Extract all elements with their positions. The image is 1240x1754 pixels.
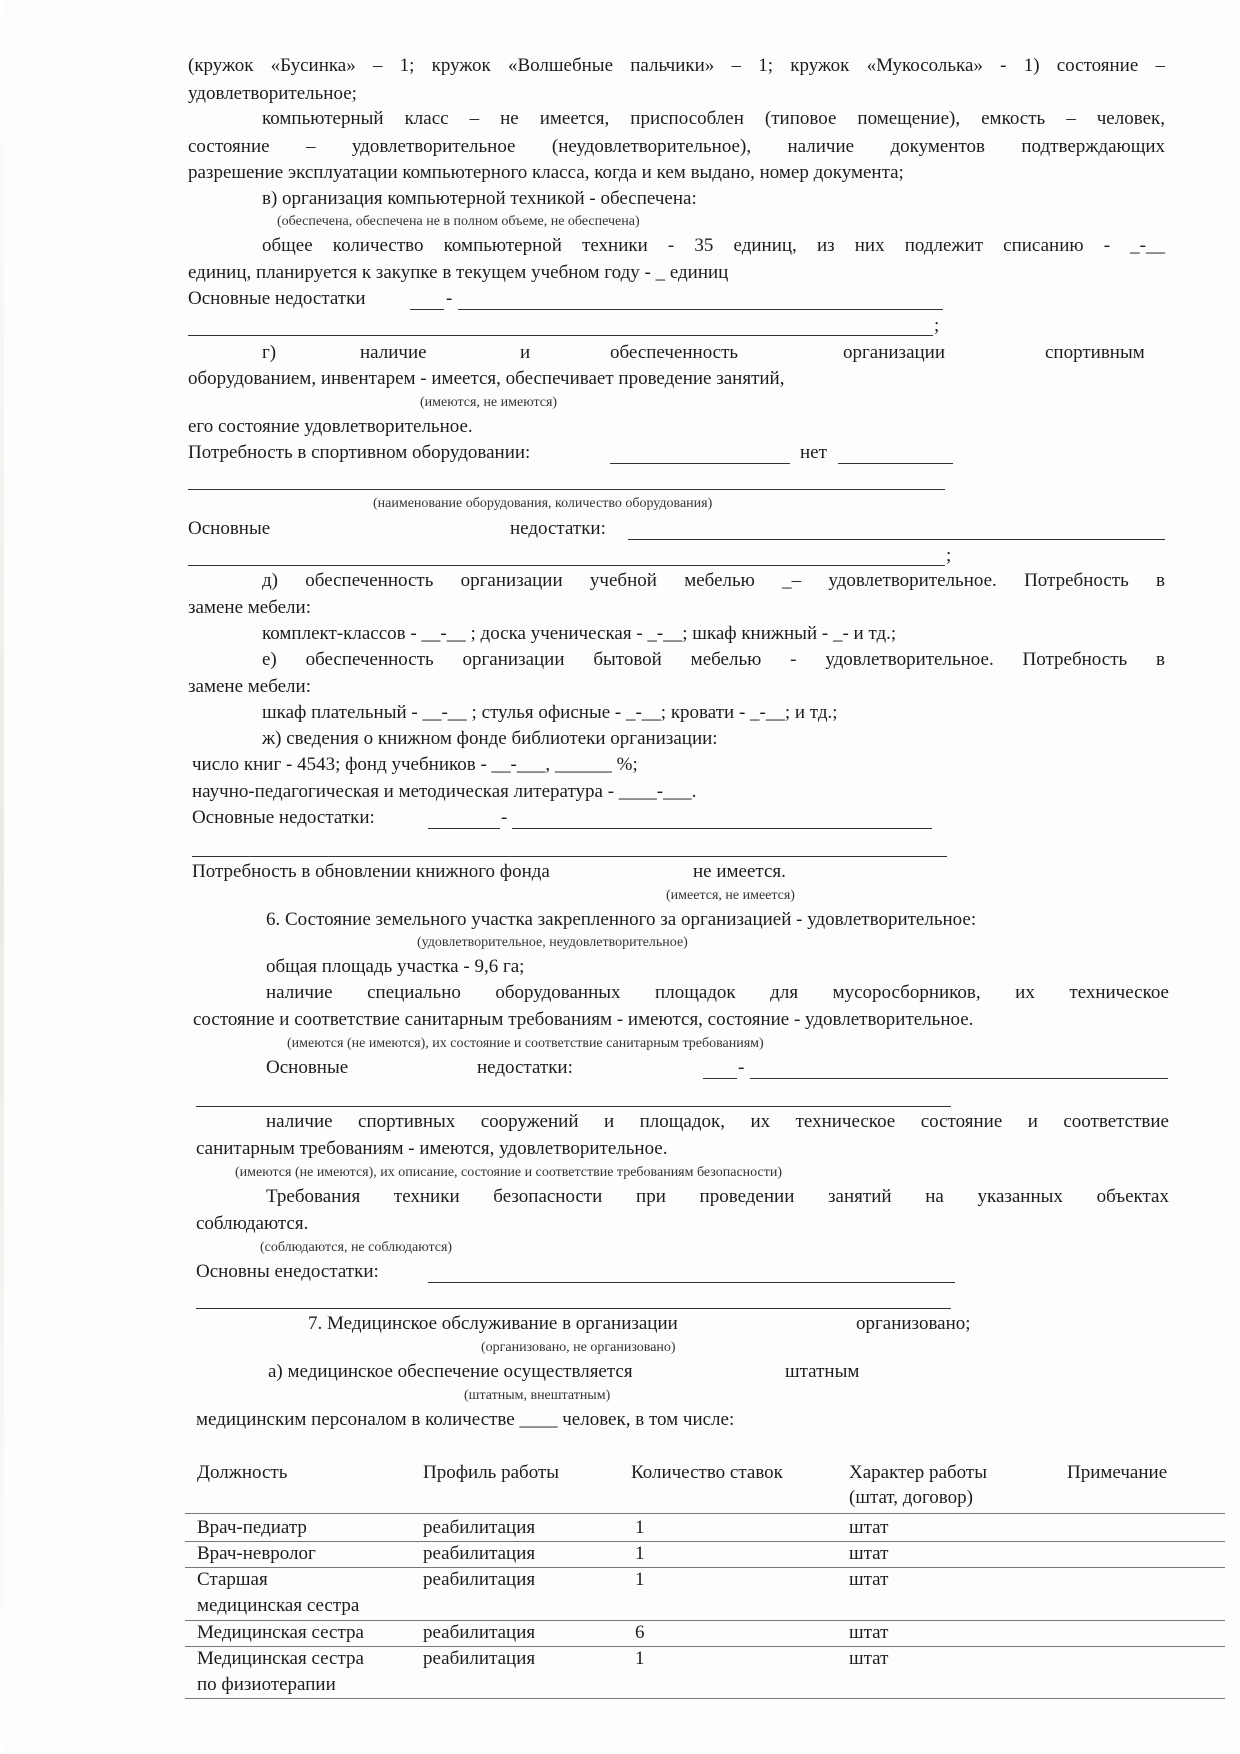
cell-profile: реабилитация	[423, 1543, 536, 1564]
text-line: компьютерный класс – не имеется, приспособлен (типовое помещение), емкость – человек,	[262, 108, 1165, 129]
text-line: разрешение эксплуатации компьютерного класса, когда и кем выдано, номер документа;	[188, 162, 904, 183]
scan-edge	[0, 0, 4, 1754]
field-label: Основны енедостатки:	[196, 1261, 379, 1282]
blank-rule	[428, 1282, 955, 1283]
blank-rule	[410, 309, 444, 310]
text-line: санитарным требованиям - имеются, удовлетворительное.	[196, 1138, 668, 1159]
text-line: ;	[946, 545, 952, 566]
cell-profile: реабилитация	[423, 1517, 536, 1538]
text-line: наличие специально оборудованных площадок для мусоросборников, их техническое	[266, 982, 1169, 1003]
blank-rule	[192, 856, 947, 857]
blank-rule	[703, 1078, 737, 1079]
hint-caption: (обеспечена, обеспечена не в полном объеме, не обеспечена)	[277, 214, 640, 229]
text-word: г)	[262, 342, 277, 363]
table-header-profile: Профиль работы	[423, 1462, 560, 1483]
field-label: недостатки:	[477, 1057, 573, 1078]
text-line: научно-педагогическая и методическая литература - ____-___.	[192, 781, 697, 802]
hint-caption: (организовано, не организовано)	[481, 1340, 676, 1355]
table-row-rule	[185, 1567, 1225, 1568]
text-line: общая площадь участка - 9,6 га;	[266, 956, 525, 977]
hint-caption: (имеется, не имеется)	[666, 888, 795, 903]
table-row-rule	[185, 1541, 1225, 1542]
text-line: замене мебели:	[188, 597, 311, 618]
field-value: -	[501, 807, 508, 828]
section-heading: 6. Состояние земельного участка закрепленного за организацией - удовлетворительное:	[266, 909, 977, 930]
field-label: Потребность в спортивном оборудовании:	[188, 442, 531, 463]
field-label: Основные	[266, 1057, 349, 1078]
hint-caption: (удовлетворительное, неудовлетворительное)	[417, 935, 688, 950]
field-label: Потребность в обновлении книжного фонда	[192, 861, 550, 882]
field-value: не имеется.	[693, 861, 786, 882]
table-rule	[185, 1513, 1225, 1514]
cell-type: штат	[849, 1622, 889, 1643]
cell-profile: реабилитация	[423, 1569, 536, 1590]
field-label: Основные недостатки:	[192, 807, 375, 828]
field-label: Основные недостатки	[188, 288, 366, 309]
field-label: недостатки:	[510, 518, 606, 539]
text-line: комплект-классов - __-__ ; доска ученическая - _-__; шкаф книжный - _- и тд.;	[262, 623, 897, 644]
table-row-rule	[185, 1698, 1225, 1699]
cell-position: Врач-педиатр	[197, 1517, 307, 1538]
text-line: число книг - 4543; фонд учебников - __-___, ______ %;	[192, 754, 638, 775]
text-line: замене мебели:	[188, 676, 311, 697]
field-value: организовано;	[856, 1313, 971, 1334]
cell-count: 1	[635, 1543, 645, 1564]
blank-rule	[428, 828, 500, 829]
blank-rule	[750, 1078, 1168, 1079]
text-line: общее количество компьютерной техники - 35 единиц, из них подлежит списанию - _-__	[262, 235, 1165, 256]
section-heading: 7. Медицинское обслуживание в организации	[308, 1313, 678, 1334]
table-header-type-line2: (штат, договор)	[849, 1487, 973, 1508]
cell-type: штат	[849, 1517, 889, 1538]
staff-table	[185, 1455, 1225, 1705]
hint-caption: (штатным, внештатным)	[464, 1388, 611, 1403]
hint-caption: (имеются, не имеются)	[420, 395, 558, 410]
field-value: -	[446, 288, 453, 309]
cell-count: 1	[635, 1517, 645, 1538]
text-line: соблюдаются.	[196, 1213, 309, 1234]
table-header-type-line1: Характер работы	[849, 1462, 987, 1483]
cell-position-cont: по физиотерапии	[197, 1674, 336, 1695]
text-line: Требования техники безопасности при проведении занятий на указанных объектах	[266, 1186, 1169, 1207]
cell-profile: реабилитация	[423, 1648, 536, 1669]
cell-position: Врач-невролог	[197, 1543, 316, 1564]
cell-position: Старшая	[197, 1569, 268, 1590]
text-line: (кружок «Бусинка» – 1; кружок «Волшебные пальчики» – 1; кружок «Мукосолька» - 1) состояние –	[188, 55, 1165, 76]
cell-position: Медицинская сестра	[197, 1622, 364, 1643]
blank-rule	[196, 1106, 951, 1107]
text-word: спортивным	[1045, 342, 1145, 363]
cell-type: штат	[849, 1569, 889, 1590]
text-line: состояние – удовлетворительное (неудовлетворительное), наличие документов подтверждающих	[188, 136, 1165, 157]
field-value: нет	[800, 442, 827, 463]
text-line: медицинским персоналом в количестве ____ человек, в том числе:	[196, 1409, 735, 1430]
blank-rule	[610, 463, 790, 464]
text-word: организации	[843, 342, 946, 363]
table-header-count: Количество ставок	[631, 1462, 783, 1483]
field-label: Основные	[188, 518, 271, 539]
cell-profile: реабилитация	[423, 1622, 536, 1643]
blank-rule	[188, 489, 945, 490]
field-value: -	[738, 1057, 745, 1078]
cell-type: штат	[849, 1543, 889, 1564]
hint-caption: (наименование оборудования, количество оборудования)	[373, 496, 713, 511]
text-line: в) организация компьютерной техникой - обеспечена:	[262, 188, 697, 209]
cell-count: 1	[635, 1648, 645, 1669]
cell-position-cont: медицинская сестра	[197, 1595, 360, 1616]
blank-rule	[628, 539, 1165, 540]
text-line: шкаф плательный - __-__ ; стулья офисные - _-__; кровати - _-__; и тд.;	[262, 702, 838, 723]
blank-rule	[838, 463, 953, 464]
table-header-note: Примечание	[1067, 1462, 1168, 1483]
cell-count: 1	[635, 1569, 645, 1590]
blank-rule	[188, 335, 933, 336]
blank-rule	[512, 828, 932, 829]
blank-rule	[458, 309, 943, 310]
cell-type: штат	[849, 1648, 889, 1669]
blank-rule	[188, 565, 945, 566]
cell-count: 6	[635, 1622, 645, 1643]
table-header-position: Должность	[197, 1462, 288, 1483]
field-value: штатным	[785, 1361, 860, 1382]
text-line: состояние и соответствие санитарным требованиям - имеются, состояние - удовлетворительное.	[193, 1009, 974, 1030]
blank-rule	[196, 1308, 951, 1309]
text-line: наличие спортивных сооружений и площадок, их техническое состояние и соответствие	[266, 1111, 1169, 1132]
text-word: обеспеченность	[610, 342, 739, 363]
cell-position: Медицинская сестра	[197, 1648, 364, 1669]
text-word: наличие	[360, 342, 427, 363]
text-line: оборудованием, инвентарем - имеется, обеспечивает проведение занятий,	[188, 368, 785, 389]
text-word: и	[520, 342, 531, 363]
hint-caption: (соблюдаются, не соблюдаются)	[260, 1240, 453, 1255]
hint-caption: (имеются (не имеются), их описание, состояние и соответствие требованиям безопасности)	[235, 1165, 782, 1180]
text-line: е) обеспеченность организации бытовой мебелью - удовлетворительное. Потребность в	[262, 649, 1165, 670]
text-line: единиц, планируется к закупке в текущем учебном году - _ единиц	[188, 262, 729, 283]
hint-caption: (имеются (не имеются), их состояние и соответствие санитарным требованиям)	[287, 1036, 764, 1051]
text-line: удовлетворительное;	[188, 83, 357, 104]
text-line: ;	[934, 315, 940, 336]
text-line: его состояние удовлетворительное.	[188, 416, 473, 437]
field-label: а) медицинское обеспечение осуществляется	[268, 1361, 633, 1382]
text-line: д) обеспеченность организации учебной мебелью _– удовлетворительное. Потребность в	[262, 570, 1165, 591]
text-line: ж) сведения о книжном фонде библиотеки организации:	[262, 728, 718, 749]
